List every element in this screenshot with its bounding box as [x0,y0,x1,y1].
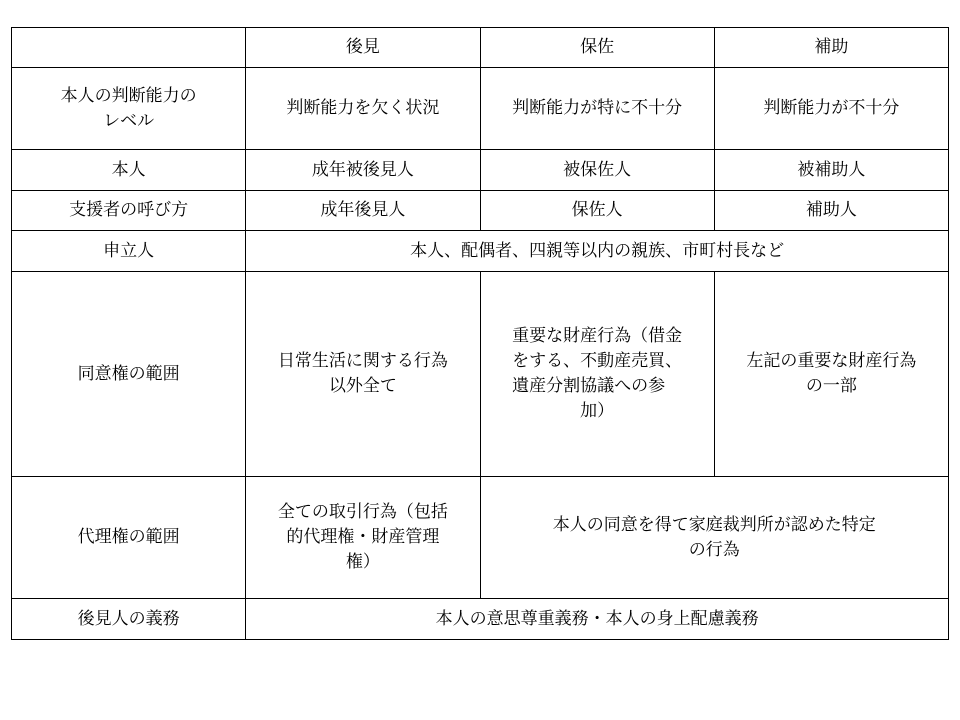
row-label-judgment-level [12,68,246,150]
header-row [12,28,949,68]
text-line: 遺産分割協議への参 [512,376,666,396]
row-judgment-level [12,68,949,150]
cell-assistant-level: 判断能力が不十分 [714,68,948,150]
row-label-agency-scope: 代理権の範囲 [12,477,246,599]
text-line: の行為 [688,539,740,560]
row-agency-scope [12,477,949,599]
row-consent-scope [12,272,949,477]
cell-curator-person: 被保佐人 [480,150,714,191]
text-line: 本人の同意を得て家庭裁判所が認めた特定 [552,514,876,535]
corner-cell [12,28,246,68]
label-line: レベル [103,110,155,131]
text-line: 以外全て [328,376,397,396]
text-line: 加） [580,401,615,421]
text-line: 重要な財産行為（借金 [512,326,683,346]
label-line: 本人の判断能力の [60,85,197,106]
text-line: 全ての取引行為（包括 [277,502,448,522]
row-label-supporter: 支援者の呼び方 [12,191,246,231]
header-curator: 保佐 [480,28,714,68]
row-applicant [12,231,949,272]
row-duty [12,599,949,640]
header-assistant: 補助 [714,28,948,68]
cell-guardian-supporter: 成年後見人 [246,191,480,231]
row-label-person: 本人 [12,150,246,191]
cell-applicant-merged: 本人、配偶者、四親等以内の親族、市町村長など [246,231,949,272]
row-label-applicant: 申立人 [12,231,246,272]
text-line: 日常生活に関する行為 [277,351,448,371]
text-line: をする、不動産売買、 [512,351,683,371]
cell-guardian-consent [246,272,480,477]
cell-curator-supporter: 保佐人 [480,191,714,231]
text-line: 権） [345,552,380,572]
text-line: 的代理権・財産管理 [286,527,440,547]
cell-guardian-person: 成年被後見人 [246,150,480,191]
cell-curator-level: 判断能力が特に不十分 [480,68,714,150]
row-label-consent-scope: 同意権の範囲 [12,272,246,477]
cell-guardian-level: 判断能力を欠く状況 [246,68,480,150]
cell-agency-merged [480,477,949,599]
cell-assistant-supporter: 補助人 [714,191,948,231]
row-supporter [12,191,949,231]
row-person [12,150,949,191]
guardianship-comparison-table [11,27,949,640]
cell-guardian-agency [246,477,480,599]
cell-assistant-person: 被補助人 [714,150,948,191]
cell-assistant-consent [714,272,948,477]
cell-duty-merged: 本人の意思尊重義務・本人の身上配慮義務 [246,599,949,640]
cell-curator-consent [480,272,714,477]
header-guardian: 後見 [246,28,480,68]
text-line: 左記の重要な財産行為 [746,351,917,371]
text-line: の一部 [805,376,857,396]
row-label-duty: 後見人の義務 [12,599,246,640]
